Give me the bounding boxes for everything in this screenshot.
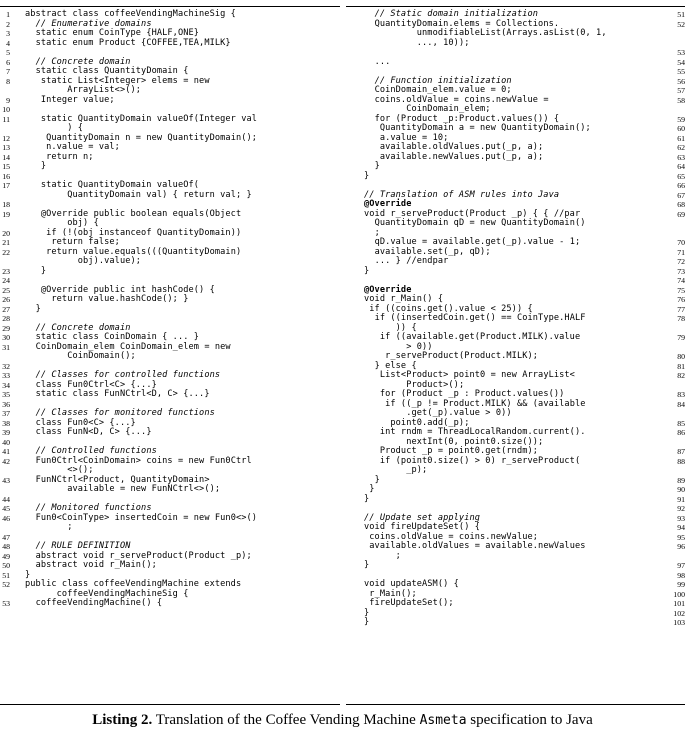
line-number: 76 bbox=[677, 295, 685, 304]
code-text: } bbox=[25, 161, 47, 171]
line-number: 94 bbox=[677, 523, 685, 532]
code-text: for (Product _p : Product.values()) bbox=[364, 389, 565, 399]
code-text: // Concrete domain bbox=[25, 56, 131, 67]
line-number: 38 bbox=[2, 418, 10, 428]
line-number: 60 bbox=[677, 124, 685, 133]
code-text: return n; bbox=[25, 151, 94, 162]
code-text: ... bbox=[364, 56, 391, 67]
code-text: coffeeVendingMachine() { bbox=[25, 598, 163, 608]
line-number: 93 bbox=[677, 513, 685, 523]
line-number: 73 bbox=[677, 266, 685, 276]
line-number: 92 bbox=[677, 504, 685, 513]
code-text: void r_serveProduct(Product _p) { { //par QuantityDomain qD = new QuantityDomain() ; bbox=[364, 208, 586, 238]
code-line bbox=[346, 476, 685, 486]
code-text: } bbox=[364, 607, 370, 618]
top-rule bbox=[0, 6, 340, 7]
line-number: 21 bbox=[2, 238, 10, 247]
code-line bbox=[0, 115, 340, 134]
line-number: 11 bbox=[2, 114, 10, 124]
code-text: qD.value = available.get(_p).value - 1; bbox=[364, 237, 581, 247]
line-number: 54 bbox=[677, 57, 685, 67]
line-number: 75 bbox=[677, 285, 685, 295]
code-text: a.value = 10; bbox=[364, 132, 449, 143]
top-rule bbox=[346, 6, 685, 7]
bottom-rule bbox=[346, 704, 685, 705]
line-number: 19 bbox=[2, 209, 10, 219]
line-number: 24 bbox=[2, 276, 10, 285]
line-number: 33 bbox=[2, 371, 10, 380]
code-line bbox=[0, 428, 340, 438]
line-number: 100 bbox=[673, 589, 685, 599]
code-line bbox=[346, 599, 685, 609]
code-text: available.oldValues = available.newValues ; bbox=[369, 541, 586, 561]
line-number: 28 bbox=[2, 314, 10, 323]
line-number: 81 bbox=[677, 361, 685, 371]
code-text: // Function initialization bbox=[364, 75, 512, 86]
line-number: 90 bbox=[677, 485, 685, 494]
code-text: static QuantityDomain valueOf( QuantityDomain val) { return val; } bbox=[40, 180, 252, 200]
code-line bbox=[0, 153, 340, 163]
code-text: static class FunNCtrl<D, C> {...} bbox=[25, 389, 210, 399]
code-text: CoinDomain_elem.value = 0; bbox=[364, 85, 512, 95]
code-text: point0.add(_p); bbox=[364, 417, 470, 428]
code-text: int rndm = ThreadLocalRandom.current(). nextInt(0, point0.size()); bbox=[379, 427, 586, 447]
code-text: class Fun0Ctrl<C> {...} bbox=[25, 379, 157, 390]
code-text: static QuantityDomain valueOf(Integer val ) { bbox=[40, 113, 258, 133]
code-line bbox=[0, 476, 340, 495]
line-number: 47 bbox=[2, 532, 10, 542]
line-number: 103 bbox=[673, 618, 685, 627]
code-text: fireUpdateSet(); bbox=[364, 598, 454, 608]
code-line bbox=[0, 181, 340, 200]
line-number: 77 bbox=[677, 304, 685, 314]
line-number: 79 bbox=[677, 333, 685, 342]
line-number: 61 bbox=[677, 133, 685, 143]
code-text: // Update set applying bbox=[364, 512, 481, 523]
line-number: 5 bbox=[6, 48, 10, 57]
code-block-left bbox=[0, 10, 340, 609]
line-number: 56 bbox=[677, 76, 685, 86]
line-number: 84 bbox=[677, 399, 685, 409]
line-number: 87 bbox=[677, 447, 685, 456]
code-line bbox=[346, 609, 685, 619]
code-text: n.value = val; bbox=[25, 142, 120, 152]
code-line bbox=[0, 599, 340, 609]
line-number: 91 bbox=[677, 494, 685, 504]
code-text bbox=[346, 48, 667, 58]
code-text: abstract class coffeeVendingMachineSig { bbox=[25, 9, 236, 19]
code-text: QuantityDomain a = new QuantityDomain(); bbox=[364, 123, 591, 133]
code-text: // Enumerative domains bbox=[25, 18, 152, 29]
code-text: // Concrete domain bbox=[25, 322, 131, 333]
line-number: 2 bbox=[6, 19, 10, 29]
line-number: 71 bbox=[677, 247, 685, 257]
line-number: 80 bbox=[677, 352, 685, 361]
code-text: return value.equals(((QuantityDomain) obj).value); bbox=[46, 246, 242, 266]
code-text: } bbox=[364, 265, 370, 276]
line-number: 82 bbox=[677, 371, 685, 380]
line-number: 68 bbox=[677, 200, 685, 209]
line-number: 64 bbox=[677, 162, 685, 171]
line-number: 35 bbox=[2, 390, 10, 399]
line-number: 31 bbox=[2, 342, 10, 352]
code-line bbox=[0, 210, 340, 229]
code-text: List<Product> point0 = new ArrayList< Product>(); bbox=[379, 370, 575, 390]
line-number: 29 bbox=[2, 323, 10, 333]
line-number: 51 bbox=[2, 570, 10, 580]
caption-label: Listing 2. bbox=[92, 712, 153, 728]
code-text: // Classes for monitored functions bbox=[25, 408, 215, 418]
line-number: 99 bbox=[677, 580, 685, 589]
code-text: if (point0.size() > 0) r_serveProduct( _p); bbox=[379, 455, 581, 475]
line-number: 89 bbox=[677, 475, 685, 485]
code-text: } bbox=[25, 265, 47, 276]
line-number: 97 bbox=[677, 561, 685, 570]
code-text: for (Product _p:Product.values()) { bbox=[364, 113, 560, 124]
line-number: 32 bbox=[2, 361, 10, 371]
code-text: } bbox=[364, 161, 380, 171]
line-number: 14 bbox=[2, 152, 10, 162]
line-number: 65 bbox=[677, 171, 685, 181]
code-text: // Controlled functions bbox=[25, 446, 157, 456]
line-number: 34 bbox=[2, 380, 10, 390]
code-line bbox=[346, 400, 685, 419]
line-number: 95 bbox=[677, 532, 685, 542]
code-text: abstract void r_serveProduct(Product _p); bbox=[25, 550, 252, 561]
code-text: r_serveProduct(Product.MILK); bbox=[364, 351, 539, 361]
line-number: 72 bbox=[677, 257, 685, 266]
code-text: coins.oldValue = coins.newValue; bbox=[364, 531, 539, 542]
code-line bbox=[0, 77, 340, 96]
code-text: static class CoinDomain { ... } bbox=[25, 332, 200, 342]
code-text: Fun0Ctrl<CoinDomain> coins = new Fun0Ctrl <>(); bbox=[35, 455, 252, 475]
code-text: if ((coins.get().value < 25)) { bbox=[364, 303, 533, 314]
line-number: 25 bbox=[2, 285, 10, 295]
code-text: if ((insertedCoin.get() == CoinType.HALF )) { bbox=[374, 313, 586, 333]
code-line bbox=[0, 457, 340, 476]
line-number: 8 bbox=[6, 76, 10, 86]
line-number: 52 bbox=[2, 580, 10, 589]
code-block-right bbox=[346, 10, 685, 628]
code-line bbox=[0, 295, 340, 305]
code-text: // Translation of ASM rules into Java bbox=[364, 189, 560, 200]
code-text: coins.oldValue = coins.newValue = CoinDomain_elem; bbox=[374, 94, 549, 114]
line-number: 20 bbox=[2, 228, 10, 238]
code-line bbox=[346, 457, 685, 476]
code-line bbox=[346, 20, 685, 49]
code-text: CoinDomain_elem CoinDomain_elem = new CoinDomain(); bbox=[35, 341, 231, 361]
code-text: class Fun0<C> {...} bbox=[25, 417, 136, 428]
line-number: 66 bbox=[677, 181, 685, 190]
code-text: ... } //endpar bbox=[364, 256, 449, 266]
code-line bbox=[0, 561, 340, 571]
code-text: if ((_p != Product.MILK) && (available .get(_p).value > 0)) bbox=[385, 398, 586, 418]
code-line bbox=[346, 210, 685, 239]
line-number: 85 bbox=[677, 418, 685, 428]
line-number: 18 bbox=[2, 200, 10, 209]
line-number: 59 bbox=[677, 114, 685, 124]
line-number: 58 bbox=[677, 95, 685, 105]
code-text: abstract void r_Main(); bbox=[25, 560, 157, 570]
line-number: 67 bbox=[677, 190, 685, 200]
caption-spec-name: Asmeta bbox=[419, 713, 467, 728]
caption-text-end: specification to Java bbox=[466, 712, 593, 728]
code-text: void r_Main() { bbox=[364, 294, 444, 304]
code-line bbox=[346, 48, 685, 58]
code-line bbox=[346, 267, 685, 277]
code-text: static enum Product {COFFEE,TEA,MILK} bbox=[25, 37, 231, 48]
line-number: 83 bbox=[677, 390, 685, 399]
line-number: 48 bbox=[2, 542, 10, 551]
code-text: } bbox=[364, 484, 375, 494]
line-number: 63 bbox=[677, 152, 685, 162]
code-text: // Static domain initialization bbox=[364, 9, 539, 19]
line-number: 43 bbox=[2, 475, 10, 485]
code-line bbox=[346, 162, 685, 172]
line-number: 45 bbox=[2, 504, 10, 513]
code-text: @Override bbox=[364, 284, 412, 295]
line-number: 101 bbox=[673, 599, 685, 608]
line-number: 16 bbox=[2, 171, 10, 181]
line-number: 57 bbox=[677, 86, 685, 95]
code-text: static enum CoinType {HALF,ONE} bbox=[25, 28, 200, 38]
code-text: // RULE DEFINITION bbox=[25, 541, 131, 551]
code-text: r_Main(); bbox=[364, 588, 417, 599]
code-line bbox=[346, 618, 685, 628]
code-text: } bbox=[25, 303, 41, 314]
line-number: 17 bbox=[2, 181, 10, 190]
code-text: Integer value; bbox=[25, 94, 115, 105]
caption-text: Translation of the Coffee Vending Machine bbox=[152, 712, 420, 728]
line-number: 62 bbox=[677, 143, 685, 152]
line-number: 44 bbox=[2, 494, 10, 504]
code-line bbox=[346, 542, 685, 561]
code-text: } bbox=[25, 569, 31, 580]
line-number: 39 bbox=[2, 428, 10, 437]
code-line bbox=[346, 428, 685, 447]
line-number: 98 bbox=[677, 570, 685, 580]
bottom-rule bbox=[0, 704, 340, 705]
code-line bbox=[346, 314, 685, 333]
line-number: 41 bbox=[2, 447, 10, 456]
line-number: 3 bbox=[6, 29, 10, 38]
line-number: 26 bbox=[2, 295, 10, 304]
line-number: 22 bbox=[2, 247, 10, 257]
line-number: 9 bbox=[6, 95, 10, 105]
line-number: 96 bbox=[677, 542, 685, 551]
code-text: @Override public int hashCode() { bbox=[25, 284, 215, 295]
line-number: 88 bbox=[677, 456, 685, 466]
line-number: 6 bbox=[6, 57, 10, 67]
line-number: 27 bbox=[2, 304, 10, 314]
line-number: 36 bbox=[2, 399, 10, 409]
line-number: 10 bbox=[2, 105, 10, 114]
code-text: Product _p = point0.get(rndm); bbox=[364, 446, 539, 456]
code-line bbox=[0, 267, 340, 277]
code-text: // Classes for controlled functions bbox=[25, 370, 221, 380]
code-line bbox=[346, 561, 685, 571]
line-number: 12 bbox=[2, 133, 10, 143]
code-line bbox=[0, 305, 340, 315]
code-text: FunNCtrl<Product, QuantityDomain> available = new FunNCtrl<>(); bbox=[35, 474, 221, 494]
line-number: 55 bbox=[677, 67, 685, 76]
code-text: public class coffeeVendingMachine extends coffeeVendingMachineSig { bbox=[25, 579, 242, 599]
code-text: QuantityDomain.elems = Collections. unmodifiableList(Arrays.asList(0, 1, ..., 10)); bbox=[374, 18, 607, 48]
code-line bbox=[346, 371, 685, 390]
code-text: available.set(_p, qD); bbox=[364, 246, 491, 257]
line-number: 1 bbox=[6, 10, 10, 19]
code-text: } bbox=[364, 493, 370, 504]
line-number: 86 bbox=[677, 428, 685, 437]
code-text: static class QuantityDomain { bbox=[25, 66, 189, 76]
line-number: 74 bbox=[677, 276, 685, 285]
code-text: // Monitored functions bbox=[25, 503, 152, 513]
line-number: 78 bbox=[677, 314, 685, 323]
code-line bbox=[346, 495, 685, 505]
code-text: } else { bbox=[364, 360, 417, 371]
code-line bbox=[346, 153, 685, 163]
code-text: Fun0<CoinType> insertedCoin = new Fun0<>() ; bbox=[35, 512, 258, 532]
line-number: 50 bbox=[2, 561, 10, 570]
code-text: QuantityDomain n = new QuantityDomain(); bbox=[25, 132, 258, 143]
code-line bbox=[346, 333, 685, 352]
code-text: if ((available.get(Product.MILK).value > 0)) bbox=[379, 332, 581, 352]
line-number: 37 bbox=[2, 409, 10, 418]
line-number: 53 bbox=[2, 599, 10, 608]
code-line bbox=[0, 580, 340, 599]
code-line bbox=[0, 248, 340, 267]
code-text: available.oldValues.put(_p, a); bbox=[364, 142, 544, 152]
line-number: 7 bbox=[6, 67, 10, 76]
code-text: class FunN<D, C> {...} bbox=[25, 427, 152, 437]
code-line bbox=[0, 162, 340, 172]
code-text: if (!(obj instanceof QuantityDomain)) bbox=[25, 227, 242, 238]
code-text: @Override bbox=[364, 199, 412, 209]
code-line bbox=[346, 96, 685, 115]
code-line bbox=[346, 257, 685, 267]
line-number: 53 bbox=[677, 48, 685, 57]
code-text: return value.hashCode(); } bbox=[25, 294, 189, 304]
line-number: 51 bbox=[677, 10, 685, 19]
line-number: 4 bbox=[6, 38, 10, 48]
line-number: 13 bbox=[2, 143, 10, 152]
code-line bbox=[346, 485, 685, 495]
code-line bbox=[0, 514, 340, 533]
code-line bbox=[0, 39, 340, 49]
code-line bbox=[0, 96, 340, 106]
code-text: void fireUpdateSet() { bbox=[364, 522, 481, 532]
line-number: 23 bbox=[2, 266, 10, 276]
listing-caption bbox=[0, 712, 685, 729]
code-text: } bbox=[364, 170, 370, 181]
line-number: 70 bbox=[677, 238, 685, 247]
code-text: return false; bbox=[25, 237, 120, 247]
line-number: 49 bbox=[2, 551, 10, 561]
code-line bbox=[346, 172, 685, 182]
line-number: 42 bbox=[2, 456, 10, 466]
code-text: void updateASM() { bbox=[364, 579, 459, 589]
code-text: } bbox=[364, 474, 380, 485]
line-number: 40 bbox=[2, 437, 10, 447]
line-number: 30 bbox=[2, 333, 10, 342]
line-number: 69 bbox=[677, 209, 685, 219]
line-number: 102 bbox=[673, 608, 685, 618]
code-text: } bbox=[364, 617, 370, 627]
code-line bbox=[0, 343, 340, 362]
code-text: } bbox=[364, 560, 370, 570]
code-text: static List<Integer> elems = new ArrayList<>(); bbox=[40, 75, 210, 95]
line-number: 15 bbox=[2, 162, 10, 171]
code-text: @Override public boolean equals(Object obj) { bbox=[40, 208, 242, 228]
code-line bbox=[0, 390, 340, 400]
line-number: 46 bbox=[2, 513, 10, 523]
code-line bbox=[346, 58, 685, 68]
code-text: available.newValues.put(_p, a); bbox=[364, 151, 544, 162]
line-number: 52 bbox=[677, 19, 685, 29]
